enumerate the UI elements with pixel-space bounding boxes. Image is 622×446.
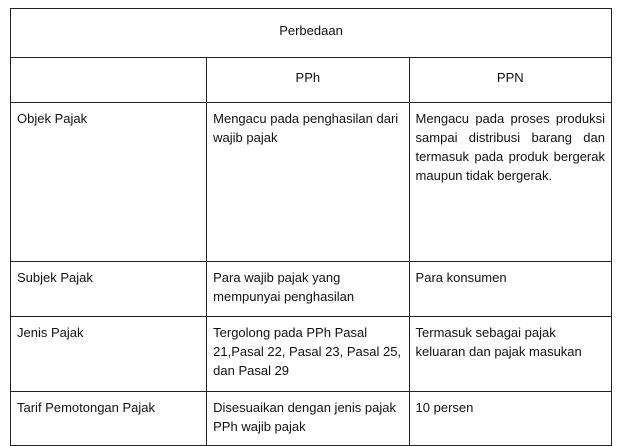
ppn-cell: Termasuk sebagai pajak keluaran dan pajak masukan: [409, 317, 611, 392]
pph-cell: Tergolong pada PPh Pasal 21,Pasal 22, Pasal 23, Pasal 25, dan Pasal 29: [207, 317, 409, 392]
table-row: [11, 317, 612, 392]
ppn-cell: 10 persen: [409, 392, 611, 446]
pph-cell: Para wajib pajak yang mempunyai penghasilan: [207, 262, 409, 317]
table-row: [11, 392, 612, 446]
pph-cell: Disesuaikan dengan jenis pajak PPh wajib pajak: [207, 392, 409, 446]
header-pph: PPh: [207, 58, 409, 103]
header-ppn: PPN: [409, 58, 611, 103]
row-label: Jenis Pajak: [11, 317, 207, 392]
header-row: [11, 58, 612, 103]
ppn-cell: Mengacu pada proses produksi sampai distribusi barang dan termasuk pada produk bergerak maupun tidak bergerak.: [409, 103, 611, 262]
row-label: Objek Pajak: [11, 103, 207, 262]
row-label: Subjek Pajak: [11, 262, 207, 317]
ppn-cell: Para konsumen: [409, 262, 611, 317]
header-empty: [11, 58, 207, 103]
table-title: Perbedaan: [11, 9, 612, 58]
pph-cell: Mengacu pada penghasilan dari wajib pajak: [207, 103, 409, 262]
comparison-table: [10, 8, 612, 446]
row-label: Tarif Pemotongan Pajak: [11, 392, 207, 446]
table-row: [11, 103, 612, 262]
table-row: [11, 262, 612, 317]
title-row: [11, 9, 612, 58]
